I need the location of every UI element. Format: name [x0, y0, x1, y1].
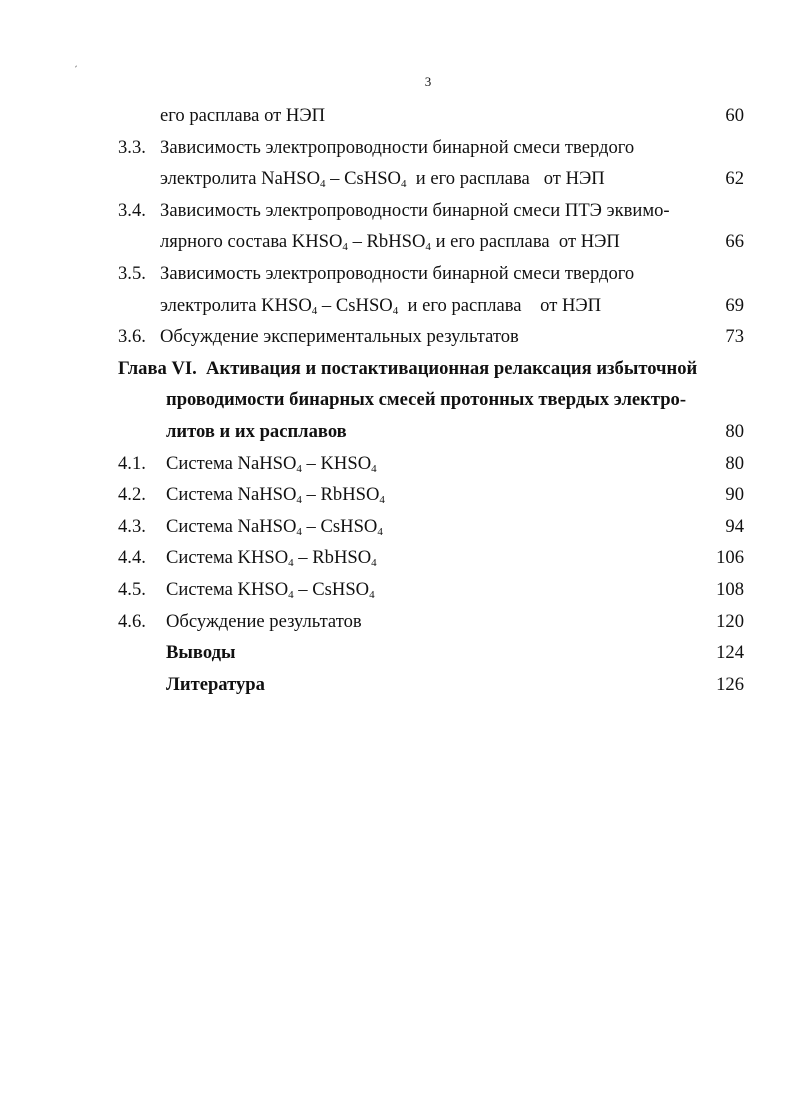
toc-entry	[0, 290, 799, 322]
title-text: Глава VI. Активация и постактивационная релаксация избыточной	[118, 357, 698, 379]
toc-entry-title	[118, 353, 697, 385]
subscript: 4	[342, 241, 348, 254]
toc-entry	[0, 258, 799, 290]
toc-section-number: 4.4.	[118, 547, 146, 569]
toc-entry-title	[166, 574, 375, 606]
title-text: – RbHSO	[347, 231, 426, 253]
title-text: его расплава от НЭП	[160, 105, 326, 126]
toc-section-number: 4.2.	[118, 484, 146, 506]
toc-entry	[0, 637, 799, 669]
toc-page-number: 80	[725, 420, 744, 442]
subscript: 4	[392, 304, 399, 317]
toc-section-number: 3.3.	[118, 136, 146, 158]
toc-entry-title	[160, 195, 670, 227]
toc-section-number: 3.5.	[118, 262, 146, 284]
title-text: Зависимость электропроводности бинарной смеси твердого	[160, 136, 635, 158]
toc-entry-title	[166, 384, 686, 416]
toc-entry	[0, 606, 799, 638]
toc-entry	[0, 542, 799, 574]
title-text: – RbHSO	[301, 484, 380, 506]
toc-entry-title	[160, 290, 601, 322]
toc-entry-title	[166, 637, 236, 669]
subscript: 4	[296, 494, 302, 507]
toc-section-number: 4.6.	[118, 610, 146, 632]
page-number: 3	[424, 74, 432, 89]
toc-entry-title	[160, 100, 325, 132]
scan-speck	[75, 65, 77, 67]
toc-entry-title	[160, 163, 605, 195]
toc-page-number: 108	[716, 578, 744, 600]
subscript: 4	[379, 494, 385, 507]
title-text: лярного состава KHSO	[160, 231, 343, 253]
title-text: Система NaHSO	[166, 452, 297, 474]
toc-entry	[0, 416, 799, 448]
toc-page-number: 106	[716, 547, 744, 569]
title-text: – CsHSO	[325, 168, 401, 190]
subscript: 4	[320, 178, 326, 191]
toc-page-number: 126	[716, 673, 744, 695]
title-text: Система NaHSO	[166, 515, 297, 537]
subscript: 4	[311, 304, 318, 317]
toc-entry-title	[166, 416, 347, 448]
subscript: 4	[425, 241, 431, 254]
toc-entry	[0, 353, 799, 385]
toc-entry-title	[160, 226, 620, 258]
toc-entry	[0, 511, 799, 543]
toc-entry	[0, 321, 799, 353]
toc-entry	[0, 384, 799, 416]
toc-page-number: 69	[725, 294, 744, 316]
title-text: – CsHSO	[317, 294, 393, 316]
toc-entry-title	[166, 606, 362, 638]
toc-entry-title	[166, 669, 265, 701]
toc-entry	[0, 163, 799, 195]
toc-entry	[0, 669, 799, 701]
toc-entry-title	[166, 448, 377, 480]
toc-entry-title	[160, 321, 519, 353]
toc-entry-title	[166, 542, 377, 574]
title-text: и его расплава от НЭП	[430, 231, 620, 253]
subscript: 4	[371, 557, 377, 570]
title-text: Зависимость электропроводности бинарной смеси твердого	[160, 262, 635, 284]
title-text: – KHSO	[301, 452, 372, 474]
toc-section-number: 3.4.	[118, 199, 146, 221]
title-text: Система KHSO	[166, 578, 289, 600]
title-text: – CsHSO	[293, 578, 370, 600]
title-text: Выводы	[166, 642, 236, 664]
title-text: электролита NaHSO	[160, 168, 321, 190]
title-text: Литература	[166, 673, 265, 695]
subscript: 4	[288, 588, 294, 601]
toc-page-number: 60	[725, 105, 744, 126]
toc-page-number: 94	[725, 515, 744, 537]
toc-section-number: 4.1.	[118, 452, 146, 474]
title-text: и его расплава от НЭП	[406, 168, 605, 190]
toc-entry-title	[160, 258, 634, 290]
toc-entry	[0, 195, 799, 227]
subscript: 4	[296, 462, 302, 475]
subscript: 4	[400, 178, 407, 191]
subscript: 4	[288, 557, 294, 570]
toc-entry	[0, 479, 799, 511]
toc-entry	[0, 574, 799, 606]
subscript: 4	[369, 588, 375, 601]
title-text: Обсуждение результатов	[166, 610, 362, 632]
toc-entry-title	[166, 479, 385, 511]
title-text: Система NaHSO	[166, 484, 297, 506]
subscript: 4	[377, 525, 383, 538]
toc-entry	[0, 448, 799, 480]
title-text: проводимости бинарных смесей протонных твердых электро-	[166, 389, 687, 411]
toc-entry	[0, 132, 799, 164]
toc-entry-title	[166, 511, 383, 543]
toc-page-number: 120	[716, 610, 744, 632]
toc-page-number: 124	[716, 642, 744, 664]
toc-entry	[0, 100, 799, 132]
subscript: 4	[296, 525, 302, 538]
toc-page-number: 62	[725, 168, 744, 190]
toc-entry-title	[160, 132, 634, 164]
title-text: и его расплава от НЭП	[398, 294, 602, 316]
toc-page-number: 90	[725, 484, 744, 506]
subscript: 4	[371, 462, 377, 475]
title-text: Зависимость электропроводности бинарной смеси ПТЭ эквимо-	[160, 199, 670, 221]
title-text: – RbHSO	[293, 547, 372, 569]
toc-page-number: 73	[725, 326, 744, 348]
toc-section-number: 4.3.	[118, 515, 146, 537]
title-text: – CsHSO	[301, 515, 378, 537]
title-text: Система KHSO	[166, 547, 289, 569]
title-text: литов и их расплавов	[166, 420, 347, 442]
toc-section-number: 3.6.	[118, 326, 146, 348]
table-of-contents	[0, 100, 799, 700]
title-text: электролита KHSO	[160, 294, 312, 316]
toc-entry	[0, 226, 799, 258]
toc-section-number: 4.5.	[118, 578, 146, 600]
title-text: Обсуждение экспериментальных результатов	[160, 326, 519, 348]
toc-page-number: 80	[725, 452, 744, 474]
toc-page-number: 66	[725, 231, 744, 253]
